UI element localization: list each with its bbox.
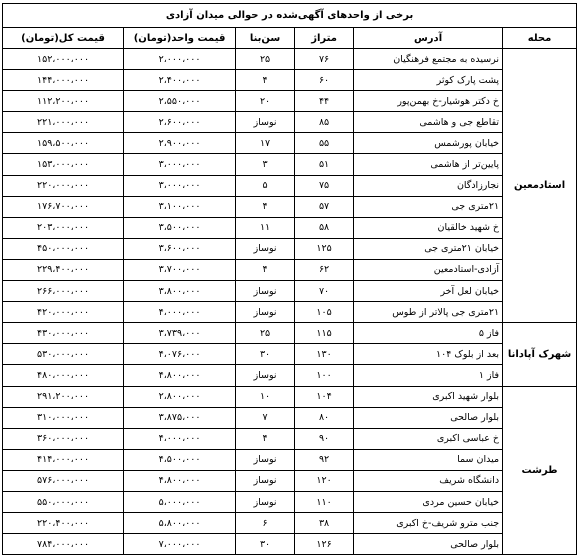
cell-area: ۱۲۶ — [295, 534, 354, 555]
cell-age: ۳۰ — [236, 344, 295, 365]
cell-unit-price: ۷،۰۰۰،۰۰۰ — [124, 534, 236, 555]
cell-age: ۳ — [236, 154, 295, 175]
listings-table — [2, 3, 577, 555]
cell-age: ۷ — [236, 407, 295, 428]
cell-area: ۱۱۰ — [295, 491, 354, 512]
cell-unit-price: ۴،۰۰۰،۰۰۰ — [124, 428, 236, 449]
cell-address: پایین‌تر از هاشمی — [354, 154, 503, 175]
cell-total-price: ۱۵۹،۵۰۰،۰۰۰ — [3, 133, 124, 154]
cell-total-price: ۲۲۱،۰۰۰،۰۰۰ — [3, 112, 124, 133]
cell-area: ۱۰۰ — [295, 365, 354, 386]
cell-total-price: ۴۵۰،۰۰۰،۰۰۰ — [3, 238, 124, 259]
cell-address: خیابان حسین مردی — [354, 491, 503, 512]
cell-address: خ دکتر هوشیار-خ بهمن‌پور — [354, 91, 503, 112]
table-row — [3, 513, 577, 534]
cell-area: ۱۰۵ — [295, 302, 354, 323]
cell-address: خیابان ۲۱متری جی — [354, 238, 503, 259]
cell-unit-price: ۳،۶۰۰،۰۰۰ — [124, 238, 236, 259]
cell-unit-price: ۳،۰۰۰،۰۰۰ — [124, 175, 236, 196]
cell-total-price: ۳۶۰،۰۰۰،۰۰۰ — [3, 428, 124, 449]
cell-age: ۴ — [236, 259, 295, 280]
cell-age: ۱۱ — [236, 217, 295, 238]
cell-unit-price: ۲،۴۰۰،۰۰۰ — [124, 70, 236, 91]
table-row — [3, 91, 577, 112]
cell-address: بعد از بلوک ۱۰۴ — [354, 344, 503, 365]
cell-unit-price: ۲،۰۰۰،۰۰۰ — [124, 49, 236, 70]
cell-address: نجارزادگان — [354, 175, 503, 196]
cell-area: ۹۰ — [295, 428, 354, 449]
cell-age: نوساز — [236, 112, 295, 133]
cell-age: نوساز — [236, 470, 295, 491]
cell-unit-price: ۳،۱۰۰،۰۰۰ — [124, 196, 236, 217]
cell-unit-price: ۴،۵۰۰،۰۰۰ — [124, 449, 236, 470]
cell-unit-price: ۳،۵۰۰،۰۰۰ — [124, 217, 236, 238]
cell-area: ۵۵ — [295, 133, 354, 154]
cell-total-price: ۲۹۱،۲۰۰،۰۰۰ — [3, 386, 124, 407]
cell-area: ۶۲ — [295, 259, 354, 280]
cell-address: فاز ۵ — [354, 323, 503, 344]
cell-unit-price: ۲،۵۵۰،۰۰۰ — [124, 91, 236, 112]
header-unit-price: قیمت واحد(تومان) — [124, 28, 236, 49]
table-row — [3, 491, 577, 512]
cell-region: استادمعین — [503, 49, 577, 323]
cell-age: ۵ — [236, 175, 295, 196]
cell-total-price: ۲۲۹،۴۰۰،۰۰۰ — [3, 259, 124, 280]
table-row — [3, 470, 577, 491]
cell-unit-price: ۳،۸۰۰،۰۰۰ — [124, 281, 236, 302]
cell-area: ۸۰ — [295, 407, 354, 428]
cell-unit-price: ۲،۹۰۰،۰۰۰ — [124, 133, 236, 154]
cell-unit-price: ۳،۸۷۵،۰۰۰ — [124, 407, 236, 428]
cell-area: ۱۲۰ — [295, 470, 354, 491]
cell-total-price: ۲۰۳،۰۰۰،۰۰۰ — [3, 217, 124, 238]
cell-unit-price: ۳،۷۳۹،۰۰۰ — [124, 323, 236, 344]
table-row — [3, 196, 577, 217]
cell-area: ۱۰۴ — [295, 386, 354, 407]
header-region: محله — [503, 28, 577, 49]
cell-address: آزادی-استادمعین — [354, 259, 503, 280]
table-row — [3, 133, 577, 154]
cell-unit-price: ۵،۰۰۰،۰۰۰ — [124, 491, 236, 512]
cell-area: ۹۲ — [295, 449, 354, 470]
cell-area: ۸۵ — [295, 112, 354, 133]
cell-total-price: ۲۶۶،۰۰۰،۰۰۰ — [3, 281, 124, 302]
table-row — [3, 175, 577, 196]
cell-area: ۳۸ — [295, 513, 354, 534]
cell-age: ۴ — [236, 70, 295, 91]
cell-unit-price: ۴،۰۰۰،۰۰۰ — [124, 302, 236, 323]
cell-total-price: ۱۴۴،۰۰۰،۰۰۰ — [3, 70, 124, 91]
title-row — [3, 4, 577, 28]
cell-total-price: ۲۲۰،۰۰۰،۰۰۰ — [3, 175, 124, 196]
table-row — [3, 323, 577, 344]
header-area: متراژ — [295, 28, 354, 49]
cell-total-price: ۴۳۰،۰۰۰،۰۰۰ — [3, 323, 124, 344]
cell-age: ۲۵ — [236, 49, 295, 70]
cell-age: نوساز — [236, 238, 295, 259]
cell-unit-price: ۴،۰۷۶،۰۰۰ — [124, 344, 236, 365]
cell-age: ۱۰ — [236, 386, 295, 407]
cell-unit-price: ۳،۷۰۰،۰۰۰ — [124, 259, 236, 280]
cell-unit-price: ۴،۸۰۰،۰۰۰ — [124, 365, 236, 386]
cell-age: ۳۰ — [236, 534, 295, 555]
cell-address: بلوار صالحی — [354, 407, 503, 428]
cell-total-price: ۵۳۰،۰۰۰،۰۰۰ — [3, 344, 124, 365]
cell-address: خیابان لعل آخر — [354, 281, 503, 302]
table-row — [3, 407, 577, 428]
cell-area: ۱۱۵ — [295, 323, 354, 344]
cell-age: نوساز — [236, 302, 295, 323]
cell-address: تقاطع جی و هاشمی — [354, 112, 503, 133]
cell-address: دانشگاه شریف — [354, 470, 503, 491]
cell-region: شهرک آپادانا — [503, 323, 577, 386]
cell-area: ۱۲۵ — [295, 238, 354, 259]
cell-age: نوساز — [236, 491, 295, 512]
cell-area: ۵۱ — [295, 154, 354, 175]
cell-total-price: ۱۱۲،۲۰۰،۰۰۰ — [3, 91, 124, 112]
cell-address: ۲۱متری جی — [354, 196, 503, 217]
cell-unit-price: ۳،۰۰۰،۰۰۰ — [124, 154, 236, 175]
cell-age: ۴ — [236, 196, 295, 217]
cell-address: خ شهید خالقیان — [354, 217, 503, 238]
table-row — [3, 281, 577, 302]
cell-unit-price: ۲،۶۰۰،۰۰۰ — [124, 112, 236, 133]
cell-unit-price: ۵،۸۰۰،۰۰۰ — [124, 513, 236, 534]
cell-address: خیابان پورشمس — [354, 133, 503, 154]
table-row — [3, 302, 577, 323]
cell-area: ۵۷ — [295, 196, 354, 217]
table-title: برخی از واحدهای آگهی‌شده در حوالی میدان آزادی — [3, 4, 577, 28]
cell-area: ۶۰ — [295, 70, 354, 91]
table-row — [3, 344, 577, 365]
cell-age: ۴ — [236, 428, 295, 449]
table-body — [3, 4, 577, 555]
table-row — [3, 238, 577, 259]
cell-address: فاز ۱ — [354, 365, 503, 386]
cell-total-price: ۱۵۳،۰۰۰،۰۰۰ — [3, 154, 124, 175]
cell-total-price: ۴۸۰،۰۰۰،۰۰۰ — [3, 365, 124, 386]
table-row — [3, 49, 577, 70]
cell-age: نوساز — [236, 449, 295, 470]
table-row — [3, 534, 577, 555]
cell-unit-price: ۴،۸۰۰،۰۰۰ — [124, 470, 236, 491]
cell-total-price: ۴۲۰،۰۰۰،۰۰۰ — [3, 302, 124, 323]
header-row — [3, 28, 577, 49]
cell-area: ۷۰ — [295, 281, 354, 302]
cell-area: ۷۶ — [295, 49, 354, 70]
cell-total-price: ۱۵۲،۰۰۰،۰۰۰ — [3, 49, 124, 70]
cell-area: ۴۴ — [295, 91, 354, 112]
cell-address: ۲۱متری جی پالاتر از طوس — [354, 302, 503, 323]
table-row — [3, 259, 577, 280]
cell-age: ۱۷ — [236, 133, 295, 154]
header-total-price: قیمت کل(تومان) — [3, 28, 124, 49]
cell-address: خ عباسی اکبری — [354, 428, 503, 449]
cell-total-price: ۱۷۶،۷۰۰،۰۰۰ — [3, 196, 124, 217]
cell-region: طرشت — [503, 386, 577, 555]
cell-unit-price: ۲،۸۰۰،۰۰۰ — [124, 386, 236, 407]
cell-total-price: ۳۱۰،۰۰۰،۰۰۰ — [3, 407, 124, 428]
table-row — [3, 154, 577, 175]
table-row — [3, 217, 577, 238]
cell-total-price: ۵۷۶،۰۰۰،۰۰۰ — [3, 470, 124, 491]
cell-area: ۱۳۰ — [295, 344, 354, 365]
cell-address: بلوار شهید اکبری — [354, 386, 503, 407]
table-row — [3, 386, 577, 407]
table-row — [3, 365, 577, 386]
header-age: سن‌بنا — [236, 28, 295, 49]
cell-total-price: ۵۵۰،۰۰۰،۰۰۰ — [3, 491, 124, 512]
cell-age: ۲۰ — [236, 91, 295, 112]
table-row — [3, 70, 577, 91]
cell-address: نرسیده به مجتمع فرهنگیان — [354, 49, 503, 70]
cell-address: بلوار صالحی — [354, 534, 503, 555]
header-address: آدرس — [354, 28, 503, 49]
table-row — [3, 428, 577, 449]
cell-age: ۶ — [236, 513, 295, 534]
cell-total-price: ۲۲۰،۴۰۰،۰۰۰ — [3, 513, 124, 534]
table-row — [3, 449, 577, 470]
cell-address: جنب مترو شریف-خ اکبری — [354, 513, 503, 534]
cell-area: ۷۵ — [295, 175, 354, 196]
cell-address: پشت پارک کوثر — [354, 70, 503, 91]
cell-total-price: ۴۱۴،۰۰۰،۰۰۰ — [3, 449, 124, 470]
table-row — [3, 112, 577, 133]
cell-age: نوساز — [236, 365, 295, 386]
cell-age: نوساز — [236, 281, 295, 302]
cell-address: میدان سما — [354, 449, 503, 470]
cell-age: ۲۵ — [236, 323, 295, 344]
cell-total-price: ۷۸۴،۰۰۰،۰۰۰ — [3, 534, 124, 555]
cell-area: ۵۸ — [295, 217, 354, 238]
